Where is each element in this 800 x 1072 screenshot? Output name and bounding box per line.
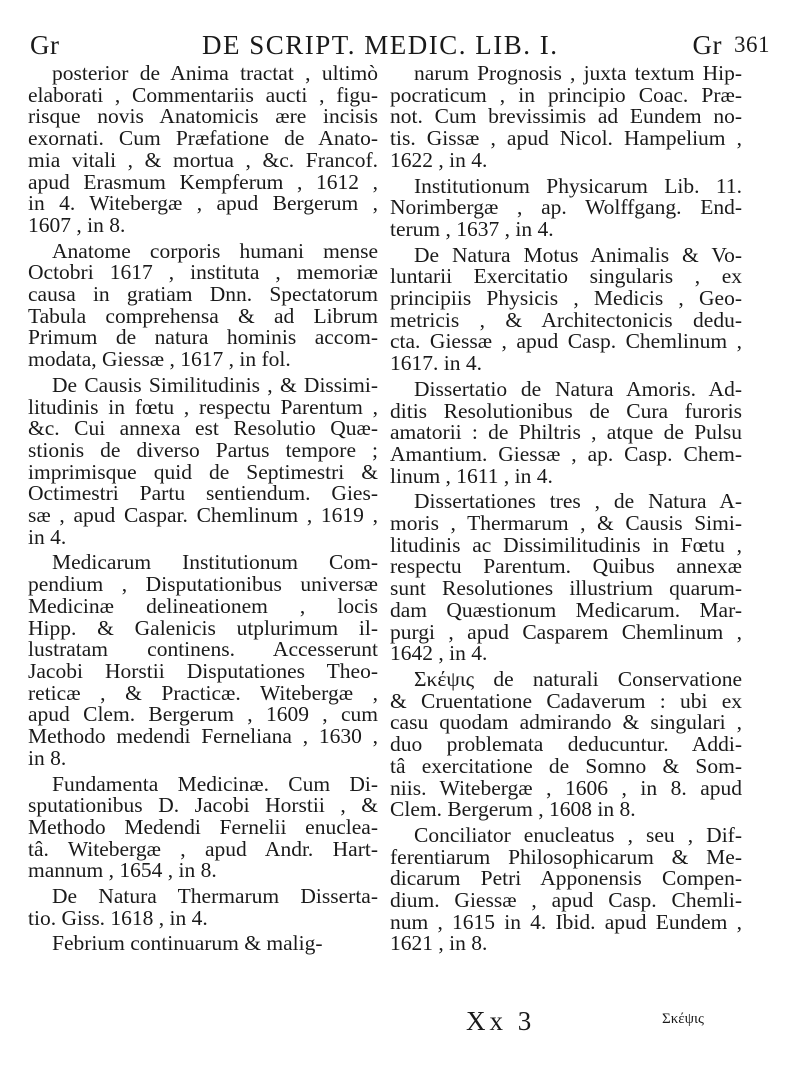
entry-line: Febrium continuarum & malig-	[52, 931, 323, 956]
entry-line: Anatome corporis humani mense	[52, 238, 378, 263]
entry-line: causa in gratiam Dnn. Spectatorum	[28, 282, 378, 307]
entry-line: luntarii Exercitatio singularis , ex	[390, 264, 742, 289]
entry-line: elaborati , Commentariis aucti , figu-	[28, 82, 378, 107]
entry-line: not. Cum brevissimis ad Eundem no-	[390, 104, 742, 129]
entry-line: 1621 , in 8.	[390, 931, 488, 956]
entry-line: Dissertatio de Natura Amoris. Ad-	[414, 376, 742, 401]
entry-line: stionis de diverso Partus tempore ;	[28, 437, 378, 462]
entry-line: in 4.	[28, 524, 67, 549]
catchword: Σκέψις	[662, 1011, 704, 1027]
entry-line: apud Erasmum Kempferum , 1612 ,	[28, 169, 378, 194]
entry-line: De Causis Similitudinis , & Dissimi-	[52, 372, 378, 397]
entry-line: dicarum Petri Apponensis Compen-	[390, 866, 742, 891]
entry-line: litudinis ac Dissimilitudinis in Fœtu ,	[390, 532, 742, 557]
entry-line: posterior de Anima tractat , ultimò	[52, 61, 378, 85]
entry-line: sputationibus D. Jacobi Horstii , &	[28, 793, 378, 818]
entry-line: linum , 1611 , in 4.	[390, 463, 553, 488]
entry-line: exornati. Cum Præfatione de Anato-	[28, 126, 378, 151]
entry-line: Dissertationes tres , de Natura A-	[414, 489, 742, 514]
entry-line: ferentiarum Philosophicarum & Me-	[390, 844, 742, 869]
entry-line: De Natura Thermarum Disserta-	[52, 884, 378, 909]
bibliography-entry	[390, 666, 742, 822]
entry-line: pocraticum , in principio Coac. Præ-	[390, 82, 742, 107]
entry-line: in 4. Witebergæ , apud Bergerum ,	[28, 191, 378, 216]
entry-line: Octobri 1617 , instituta , memoriæ	[28, 260, 378, 285]
entry-line: respectu Parentum. Quibus annexæ	[390, 554, 742, 579]
bibliography-entry	[390, 376, 742, 488]
bibliography-entry	[390, 63, 742, 172]
entry-line: narum Prognosis , juxta textum Hip-	[414, 61, 742, 85]
entry-line: Fundamenta Medicinæ. Cum Di-	[52, 771, 378, 796]
entry-line: casu quodam admirando & singulari ,	[390, 710, 742, 735]
bibliography-entry	[28, 238, 378, 372]
left-column	[28, 63, 378, 959]
entry-line: Conciliator enucleatus , seu , Dif-	[414, 822, 742, 847]
entry-line: duo problemata deducuntur. Addi-	[390, 732, 742, 757]
entry-line: mia vitali , & mortua , &c. Francof.	[28, 147, 378, 172]
entry-line: tâ exercitatione de Somno & Som-	[390, 753, 742, 778]
entry-line: 1622 , in 4.	[390, 147, 488, 172]
entry-line: tâ. Witebergæ , apud Andr. Hart-	[28, 836, 378, 861]
entry-line: principiis Physicis , Medicis , Geo-	[390, 286, 742, 311]
bibliography-entry	[28, 771, 378, 883]
page-number: 361	[734, 32, 770, 57]
entry-line: metricis , & Architectonicis dedu-	[390, 307, 742, 332]
bibliography-entry	[390, 173, 742, 241]
entry-line: mannum , 1654 , in 8.	[28, 858, 217, 883]
entry-line: &c. Cui annexa est Resolutio Quæ-	[28, 416, 378, 441]
running-header	[30, 30, 770, 64]
entry-line: & Cruentatione Cadaverum : ubi ex	[390, 688, 742, 713]
entry-line: lustratam continens. Accesserunt	[28, 637, 378, 662]
entry-line: 1617. in 4.	[390, 351, 482, 376]
entry-line: imprimisque quid de Septimestri &	[28, 459, 378, 484]
entry-line: tis. Gissæ , apud Nicol. Hampelium ,	[390, 126, 742, 151]
header-right-word: Gr	[692, 30, 722, 60]
entry-line: ditis Resolutionibus de Cura furoris	[390, 398, 742, 423]
entry-line: risque novis Anatomicis ære incisis	[28, 104, 378, 129]
entry-line: apud Clem. Bergerum , 1609 , cum	[28, 702, 378, 727]
entry-line: Hipp. & Galenicis utplurimum il-	[28, 615, 378, 640]
entry-line: Clem. Bergerum , 1608 in 8.	[390, 797, 636, 822]
entry-line: modata, Giessæ , 1617 , in fol.	[28, 347, 291, 372]
right-column	[390, 63, 742, 959]
entry-line: Medicinæ delineationem , locis	[28, 593, 378, 618]
bibliography-entry	[28, 933, 378, 955]
entry-line: Norimbergæ , ap. Wolffgang. End-	[390, 195, 742, 220]
entry-line: Amantium. Giessæ , ap. Casp. Chem-	[390, 441, 742, 466]
header-left-word: Gr	[30, 30, 60, 60]
bibliography-entry	[28, 552, 378, 769]
entry-line: amatorii : de Philtris , atque de Pulsu	[390, 420, 742, 445]
signature-mark: Xx 3	[466, 1006, 536, 1036]
entry-line: dium. Giessæ , apud Casp. Chemli-	[390, 888, 742, 913]
entry-line: pendium , Disputationibus universæ	[28, 572, 378, 597]
bibliography-entry	[390, 822, 742, 956]
entry-line: niis. Witebergæ , 1606 , in 8. apud	[390, 775, 742, 800]
bibliography-entry	[28, 372, 378, 549]
entry-line: Σκέψις de naturali Conservatione	[414, 666, 742, 691]
page-footer	[0, 1006, 800, 1036]
entry-line: Tabula comprehensa & ad Librum	[28, 303, 378, 328]
entry-line: Methodo Medendi Fernelii enuclea-	[28, 814, 378, 839]
entry-line: tio. Giss. 1618 , in 4.	[28, 905, 208, 930]
entry-line: in 8.	[28, 745, 67, 770]
entry-line: sunt Resolutiones illustrium quarum-	[390, 576, 742, 601]
entry-line: dam Quæstionum Medicarum. Mar-	[390, 597, 742, 622]
entry-line: purgi , apud Casparem Chemlinum ,	[390, 619, 742, 644]
entry-line: 1607 , in 8.	[28, 212, 126, 237]
header-title: DE SCRIPT. MEDIC. LIB. I.	[202, 30, 559, 60]
bibliography-entry	[28, 886, 378, 929]
entry-line: Jacobi Horstii Disputationes Theo-	[28, 658, 378, 683]
entry-line: Medicarum Institutionum Com-	[52, 550, 378, 575]
entry-line: moris , Thermarum , & Causis Simi-	[390, 511, 742, 536]
entry-line: De Natura Motus Animalis & Vo-	[414, 242, 742, 267]
entry-line: cta. Giessæ , apud Casp. Chemlinum ,	[390, 329, 742, 354]
entry-line: num , 1615 in 4. Ibid. apud Eundem ,	[390, 909, 742, 934]
bibliography-entry	[390, 491, 742, 665]
entry-line: terum , 1637 , in 4.	[390, 216, 554, 241]
entry-line: litudinis in fœtu , respectu Parentum ,	[28, 394, 378, 419]
entry-line: Institutionum Physicarum Lib. 11.	[414, 173, 742, 198]
entry-line: sæ , apud Caspar. Chemlinum , 1619 ,	[28, 503, 378, 528]
bibliography-entry	[28, 63, 378, 237]
bibliography-entry	[390, 242, 742, 376]
entry-line: reticæ , & Practicæ. Witebergæ ,	[28, 680, 378, 705]
entry-line: Methodo medendi Ferneliana , 1630 ,	[28, 724, 378, 749]
entry-line: Primum de natura hominis accom-	[28, 325, 378, 350]
entry-line: Octimestri Partu sentiendum. Gies-	[28, 481, 378, 506]
entry-line: 1642 , in 4.	[390, 641, 488, 666]
